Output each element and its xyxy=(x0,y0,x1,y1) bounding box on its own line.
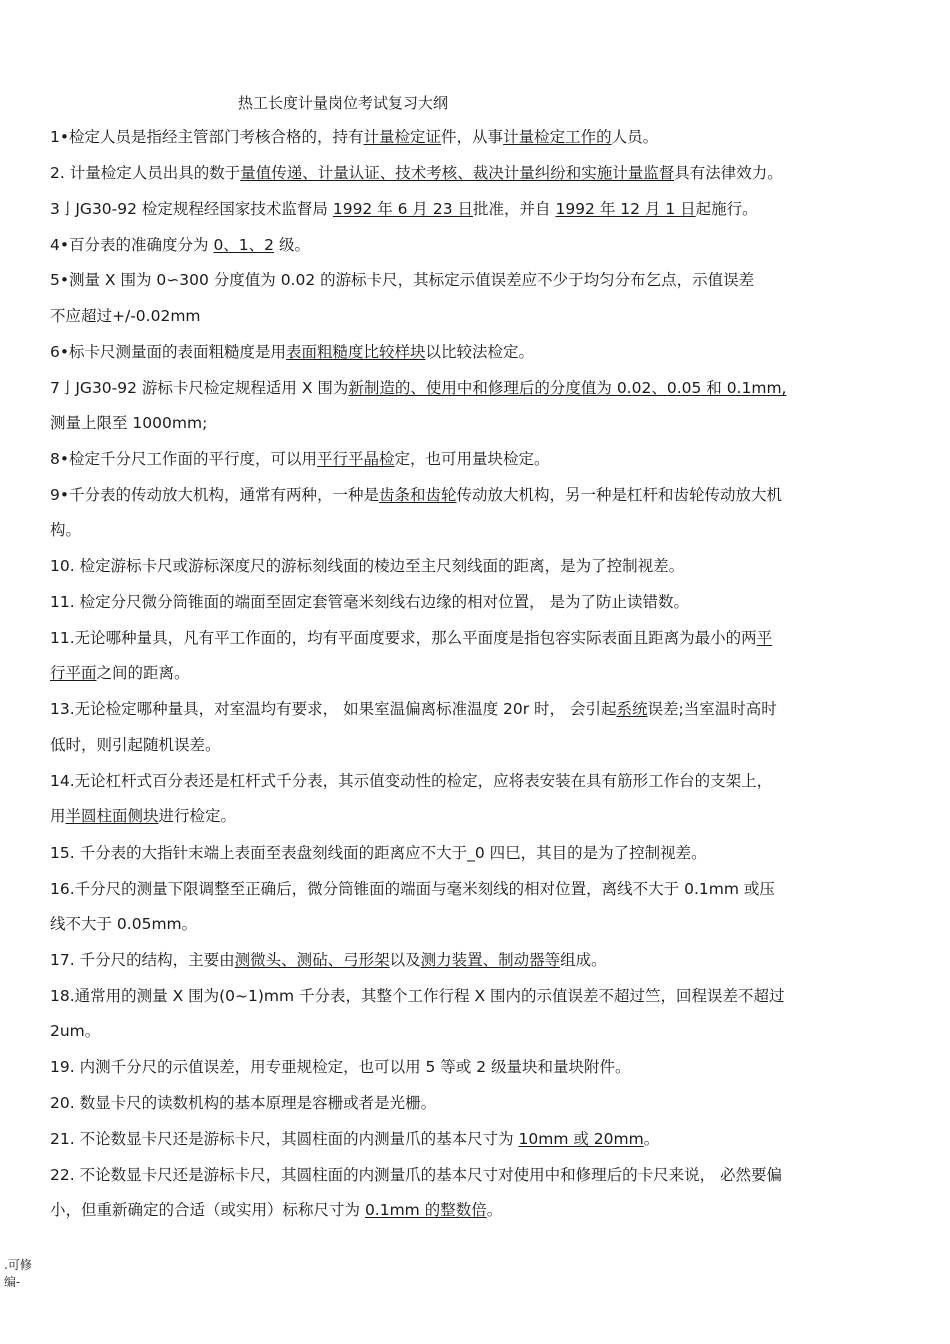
text-line xyxy=(50,235,310,255)
underlined-term: 计量检定证 xyxy=(363,128,442,146)
text-line xyxy=(50,485,782,505)
text-segment: 不应超过+/-0.02mm xyxy=(50,307,201,325)
text-segment: 件，从事 xyxy=(441,128,504,146)
text-segment: 20. 数显卡尺的读数机构的基本原理是容栅或者是光栅。 xyxy=(50,1094,437,1112)
document-title: 热工长度计量岗位考试复习大纲 xyxy=(238,94,449,112)
text-line xyxy=(50,914,197,934)
text-line xyxy=(50,306,201,326)
text-line xyxy=(50,986,785,1006)
text-segment: 3亅JG30-92 检定规程经国家技术监督局 xyxy=(50,200,333,218)
text-line xyxy=(50,806,236,826)
underlined-term: 表面粗糙度比较样块 xyxy=(286,343,426,361)
underlined-term: 1992 年 6 月 23 日 xyxy=(332,200,474,218)
text-segment: 构。 xyxy=(50,521,82,539)
text-line xyxy=(50,413,207,433)
text-line xyxy=(50,735,221,755)
underlined-term: 测微头、测砧、弓形架 xyxy=(234,951,390,969)
text-line xyxy=(50,378,786,398)
text-segment: 17. 千分尺的结构，主要由 xyxy=(50,951,235,969)
text-segment: 1• xyxy=(50,128,70,146)
text-line xyxy=(50,1165,782,1185)
text-segment: 22. 不论数显卡尺还是游标卡尺，其圆柱面的内测量爪的基本尺寸对使用中和修理后的卡尺来说， 必然要偏 xyxy=(50,1166,783,1184)
text-segment: 批准，并自 xyxy=(473,200,556,218)
text-line xyxy=(50,879,775,899)
text-segment: 13.无论检定哪种量具，对室温均有要求， 如果室温偏离标准温度 20r 时， 会引起 xyxy=(50,700,617,718)
text-segment: 之间的距离。 xyxy=(96,664,190,682)
underlined-term: 1992 年 12 月 1 日 xyxy=(555,200,696,218)
underlined-term: 0、1、2 xyxy=(213,236,275,254)
text-line xyxy=(50,342,534,362)
text-segment: 2. 计量检定人员出具的数于 xyxy=(50,164,241,182)
text-segment: 传动放大机构，另一种是杠杆和齿轮传动放大机 xyxy=(456,486,783,504)
text-segment: 4•百分表的准确度分为 xyxy=(50,236,214,254)
text-line xyxy=(50,163,783,183)
footer-note xyxy=(4,1257,32,1291)
text-line xyxy=(50,1021,100,1041)
text-segment: 检定人员是指经主管部门考核合格的，持有 xyxy=(69,128,364,146)
underlined-term: 行平面 xyxy=(50,664,97,682)
text-segment: 。 xyxy=(643,1130,660,1148)
text-segment: 2um。 xyxy=(50,1022,101,1040)
underlined-term: 平行平晶检 xyxy=(317,450,395,468)
underlined-term: 10mm 或 20mm xyxy=(518,1130,644,1148)
text-line xyxy=(50,1200,502,1220)
text-segment: 组成。 xyxy=(560,951,607,969)
text-segment: 14.无论杠杆式百分表还是杠杆式千分表，其示值变动性的检定，应将表安装在具有筋形工作台的支架上， xyxy=(50,772,773,790)
text-line xyxy=(50,699,777,719)
text-segment: 11.无论哪种量具，凡有平工作面的，均有平面度要求，那么平面度是指包容实际表面且距离为最小的两 xyxy=(50,629,757,647)
text-segment: 19. 内测千分尺的示值误差，用专亜规检定，也可以用 5 等或 2 级量块和量块附件。 xyxy=(50,1058,631,1076)
text-line xyxy=(50,950,607,970)
text-line xyxy=(50,1057,631,1077)
text-line xyxy=(50,270,754,290)
text-line xyxy=(50,556,684,576)
text-segment: 7亅JG30-92 游标卡尺检定规程适用 X 围为 xyxy=(50,379,349,397)
text-line xyxy=(50,1093,436,1113)
underlined-term: 平 xyxy=(756,629,773,647)
underlined-term: 测力装置、制动器等 xyxy=(420,951,561,969)
text-line xyxy=(50,127,658,147)
text-segment: 10. 检定游标卡尺或游标深度尺的游标刻线面的棱边至主尺刻线面的距离，是为了控制视差。 xyxy=(50,557,685,575)
text-segment: 6•标卡尺测量面的表面粗糙度是用 xyxy=(50,343,287,361)
text-line xyxy=(50,520,81,540)
text-segment: 18.通常用的测量 X 围为(0~1)mm 千分表，其整个工作行程 X 围内的示值误差不超过竺，回程误差不超过 xyxy=(50,987,785,1005)
underlined-term: 系统 xyxy=(616,700,648,718)
text-segment: 定，也可用量块检定。 xyxy=(394,450,550,468)
text-segment: 5•测量 X 围为 0∽300 分度值为 0.02 的游标卡尺，其标定示值误差应不少于均匀分布乞点，示值误差 xyxy=(50,271,755,289)
text-segment: 误差;当室温时高时 xyxy=(647,700,777,718)
text-segment: 9•千分表的传动放大机构，通常有两种，一种是 xyxy=(50,486,380,504)
text-segment: 测量上限至 1000mm; xyxy=(50,414,208,432)
footer-line: 编- xyxy=(4,1275,21,1289)
text-segment: 人员。 xyxy=(611,128,659,146)
text-line xyxy=(50,771,772,791)
text-line xyxy=(50,449,550,469)
underlined-term: 量值传递、计量认证、技术考核、裁决计量纠纷和实施计量监督 xyxy=(240,164,675,182)
underlined-term: 齿条和齿轮 xyxy=(379,486,457,504)
text-segment: 起施行。 xyxy=(695,200,758,218)
text-segment: 8•检定千分尺工作面的平行度，可以用 xyxy=(50,450,318,468)
text-segment: 具有法律效力。 xyxy=(674,164,783,182)
text-segment: 小，但重新确定的合适（或实用）标称尺寸为 xyxy=(50,1201,365,1219)
underlined-term: 新制造的、使用中和修理后的分度值为 0.02、0.05 和 0.1mm, xyxy=(348,379,787,397)
text-segment: 21. 不论数显卡尺还是游标卡尺，其圆柱面的内测量爪的基本尺寸为 xyxy=(50,1130,519,1148)
text-line xyxy=(50,843,707,863)
text-segment: 。 xyxy=(486,1201,503,1219)
text-line xyxy=(50,592,689,612)
text-segment: 11. 检定分尺微分筒锥面的端面至固定套管毫米刻线右边缘的相对位置， 是为了防止读错数。 xyxy=(50,593,690,611)
text-segment: 15. 千分表的大指针末端上表面至表盘刻线面的距离应不大于_0 四巳，其目的是为了控制视差。 xyxy=(50,844,707,862)
underlined-term: 计量检定工作的 xyxy=(503,128,612,146)
footer-line: .可修 xyxy=(4,1258,32,1272)
text-segment: 进行检定。 xyxy=(158,807,237,825)
text-line xyxy=(50,1129,659,1149)
text-line xyxy=(50,628,772,648)
text-segment: 级。 xyxy=(274,236,310,254)
text-segment: 线不大于 0.05mm。 xyxy=(50,915,198,933)
text-segment: 用 xyxy=(50,807,66,825)
underlined-term: 半圆柱面侧块 xyxy=(65,807,159,825)
text-segment: 以及 xyxy=(389,951,421,969)
text-segment: 低时，则引起随机误差。 xyxy=(50,736,221,754)
text-line xyxy=(50,199,758,219)
text-segment: 以比较法检定。 xyxy=(425,343,535,361)
text-segment: 16.千分尺的测量下限调整至正确后，微分筒锥面的端面与毫米刻线的相对位置，离线不大于 0.1mm 或压 xyxy=(50,880,775,898)
text-line xyxy=(50,663,190,683)
underlined-term: 0.1mm 的整数倍 xyxy=(364,1201,487,1219)
